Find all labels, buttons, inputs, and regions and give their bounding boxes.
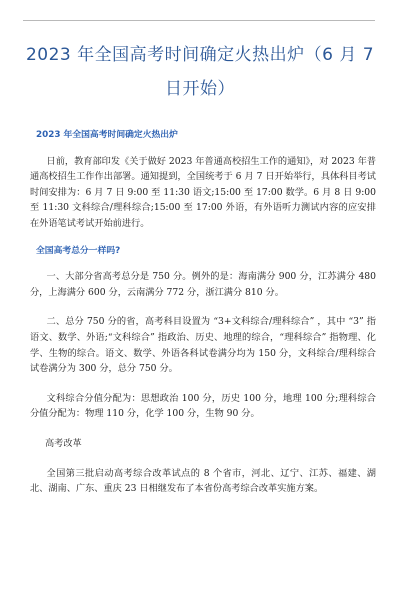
section-heading-exam-time: 2023 年全国高考时间确定火热出炉	[36, 130, 178, 140]
paragraph-score-3: 文科综合分值分配为：思想政治 100 分，历史 100 分，地理 100 分;理科综合分值分配为：物理 110 分，化学 100 分，生物 90 分。	[30, 392, 376, 420]
section-heading-reform: 高考改革	[45, 437, 82, 449]
paragraph-reform: 全国第三批启动高考综合改革试点的 8 个省市，河北、辽宁、江苏、福建、湖北、湖南、广东、重庆 23 日相继发布了本省份高考综合改革实施方案。	[30, 467, 376, 495]
paragraph-exam-schedule: 日前，教育部印发《关于做好 2023 年普通高校招生工作的通知》，对 2023 年普通高校招生工作作出部署。通知提到，全国统考于 6 月 7 日开始举行，具体科目考试时间安排为：6 月 7 日 9:00 至 11:30 语文;15:00 至 17:00 数学。6 月 8 日 9:00 至 11:30 文科综合/理科综合;15:00 至 17:00 外语，有外语听力测试内容的应安排在外语笔试考试开始前进行。	[30, 155, 377, 229]
article-body	[30, 128, 376, 511]
top-divider	[23, 20, 375, 21]
paragraph-score-2: 二、总分 750 分的省，高考科目设置为 “3+文科综合/理科综合” ，其中 “3” 指语文、数学、外语;“文科综合” 指政治、历史、地理的综合，“理科综合” 指物理、化学、生物的综合。语文、数学、外语各科试卷满分均为 150 分，文科综合/理科综合试卷满分为 300 分，总分 750 分。	[30, 316, 376, 375]
article-title: 2023 年全国高考时间确定火热出炉（6 月 7 日开始）	[25, 45, 375, 99]
section-heading-total-score: 全国高考总分一样吗?	[36, 245, 121, 256]
paragraph-score-1: 一、大部分省高考总分是 750 分。例外的是：海南满分 900 分，江苏满分 480 分，上海满分 600 分，云南满分 772 分，浙江满分 810 分。	[30, 271, 376, 298]
